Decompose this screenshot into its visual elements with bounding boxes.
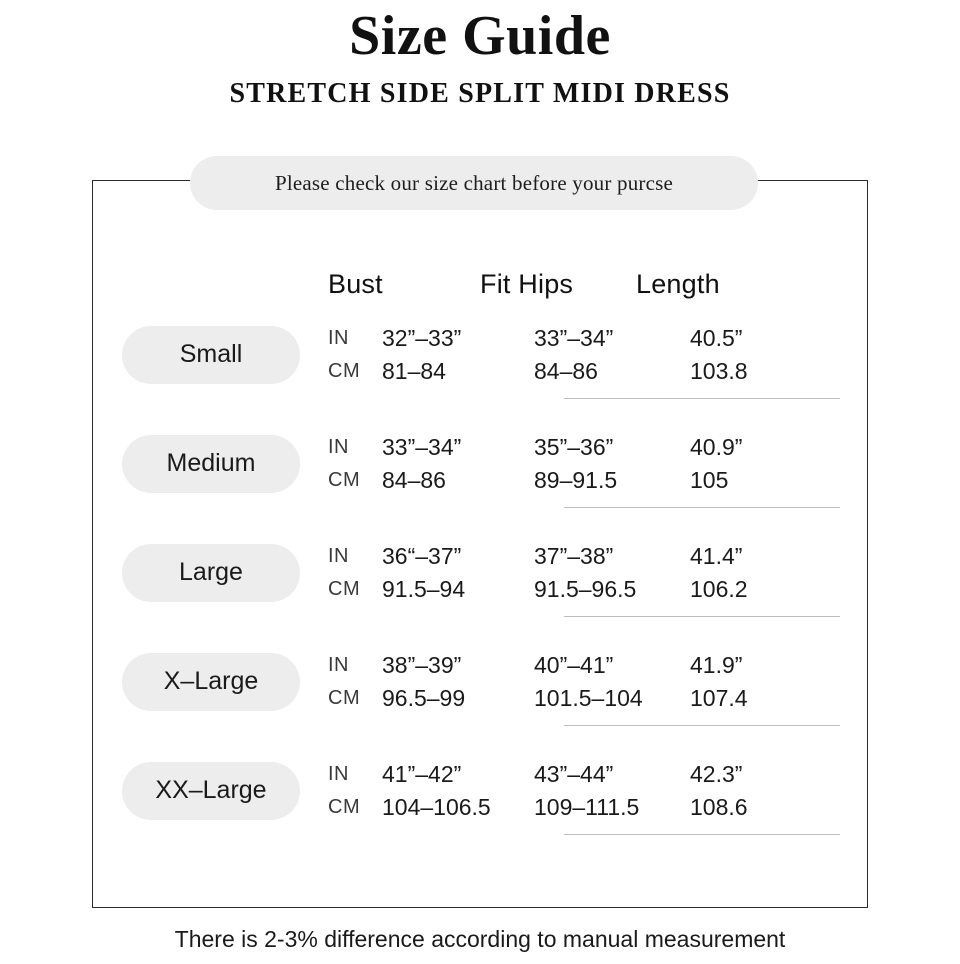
value-length-cm: 108.6 [690, 793, 748, 820]
measurements-cell [328, 409, 868, 518]
value-hips-in: 43”–44” [534, 760, 614, 787]
measure-line-in [328, 322, 868, 355]
notice-banner: Please check our size chart before your purcse [190, 156, 758, 210]
value-length-cm: 107.4 [690, 684, 748, 711]
value-bust-cm: 91.5–94 [382, 575, 466, 602]
value-length-in: 40.9” [690, 433, 743, 460]
value-bust-in: 38”–39” [382, 651, 462, 678]
measurements-cell [328, 736, 868, 845]
table-row [92, 627, 868, 736]
table-header-row [92, 244, 868, 300]
row-divider [564, 398, 840, 399]
footer-disclaimer: There is 2-3% difference according to manual measurement [174, 926, 786, 952]
unit-label-in: IN [328, 762, 349, 785]
size-pill-small: Small [122, 326, 300, 384]
size-guide-page [0, 4, 960, 964]
value-hips-in: 40”–41” [534, 651, 614, 678]
value-bust-cm: 104–106.5 [382, 793, 491, 820]
value-hips-cm: 101.5–104 [534, 684, 643, 711]
size-label-cell [92, 544, 328, 602]
size-pill-large: Large [122, 544, 300, 602]
value-hips-cm: 89–91.5 [534, 466, 618, 493]
value-bust-cm: 96.5–99 [382, 684, 466, 711]
value-bust-cm: 81–84 [382, 357, 446, 384]
measurements-cell [328, 518, 868, 627]
column-header-length: Length [636, 269, 720, 299]
size-label-cell [92, 435, 328, 493]
value-bust-in: 41”–42” [382, 760, 462, 787]
value-length-in: 42.3” [690, 760, 743, 787]
size-pill-xx-large: XX–Large [122, 762, 300, 820]
measure-line-in [328, 431, 868, 464]
measure-line-cm [328, 355, 868, 388]
value-bust-in: 33”–34” [382, 433, 462, 460]
table-row [92, 409, 868, 518]
table-row [92, 518, 868, 627]
value-bust-cm: 84–86 [382, 466, 446, 493]
measure-line-cm [328, 791, 868, 824]
table-row [92, 736, 868, 845]
value-length-in: 41.9” [690, 651, 743, 678]
size-pill-medium: Medium [122, 435, 300, 493]
value-length-in: 40.5” [690, 324, 743, 351]
measurements-cell [328, 300, 868, 409]
value-length-cm: 103.8 [690, 357, 748, 384]
unit-label-cm: CM [328, 359, 361, 382]
size-label-cell [92, 762, 328, 820]
size-label-cell [92, 326, 328, 384]
value-hips-in: 33”–34” [534, 324, 614, 351]
product-subtitle: STRETCH SIDE SPLIT MIDI DRESS [229, 78, 731, 110]
measure-line-in [328, 540, 868, 573]
unit-label-cm: CM [328, 795, 361, 818]
measure-line-cm [328, 682, 868, 715]
measure-line-in [328, 649, 868, 682]
value-bust-in: 32”–33” [382, 324, 462, 351]
value-hips-in: 37”–38” [534, 542, 614, 569]
value-hips-cm: 84–86 [534, 357, 598, 384]
size-table [92, 244, 868, 845]
unit-label-in: IN [328, 326, 349, 349]
unit-label-cm: CM [328, 577, 361, 600]
size-pill-x-large: X–Large [122, 653, 300, 711]
unit-label-cm: CM [328, 686, 361, 709]
value-hips-cm: 109–111.5 [534, 793, 640, 820]
value-length-in: 41.4” [690, 542, 743, 569]
page-title: Size Guide [349, 5, 611, 67]
row-divider [564, 725, 840, 726]
column-header-fit-hips: Fit Hips [480, 269, 574, 299]
value-bust-in: 36“–37” [382, 542, 462, 569]
measure-line-in [328, 758, 868, 791]
measure-line-cm [328, 573, 868, 606]
size-label-cell [92, 653, 328, 711]
measure-line-cm [328, 464, 868, 497]
row-divider [564, 616, 840, 617]
measurements-cell [328, 627, 868, 736]
unit-label-in: IN [328, 544, 349, 567]
table-row [92, 300, 868, 409]
row-divider [564, 834, 840, 835]
row-divider [564, 507, 840, 508]
value-length-cm: 105 [690, 466, 729, 493]
unit-label-cm: CM [328, 468, 361, 491]
column-header-bust: Bust [328, 269, 383, 299]
unit-label-in: IN [328, 435, 349, 458]
value-length-cm: 106.2 [690, 575, 748, 602]
unit-label-in: IN [328, 653, 349, 676]
value-hips-in: 35”–36” [534, 433, 614, 460]
value-hips-cm: 91.5–96.5 [534, 575, 637, 602]
